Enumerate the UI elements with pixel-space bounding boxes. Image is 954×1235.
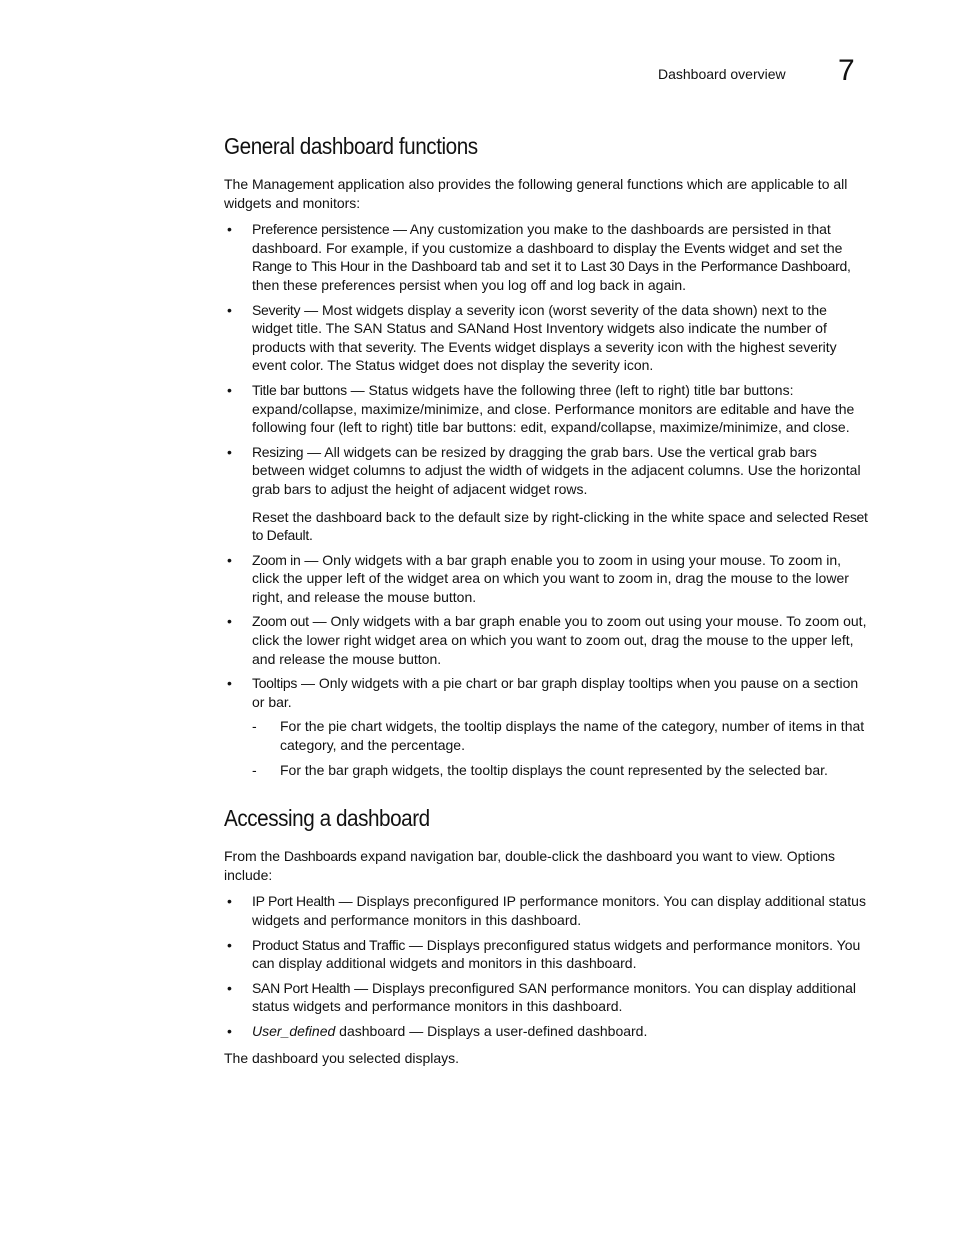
closing-text: The dashboard you selected displays. <box>224 1049 460 1066</box>
item-text: — Status widgets have the following three (left to right) title bar buttons: expand/collapse, maximize/minimize, and close. Performance monitors are editable and have the following four (left to right) title bar buttons: edit, expand/collapse, maximize/minimize, and close. <box>252 381 855 436</box>
term-label: Title bar buttons <box>252 381 347 398</box>
sub-list-item <box>252 717 869 754</box>
page-content <box>224 131 869 1067</box>
list-item-zoom-in <box>224 551 869 607</box>
item-text: — Displays preconfigured status widgets and performance monitors. You can display additional widgets and monitors in this dashboard. <box>252 936 861 972</box>
term-label: Severity <box>252 301 301 318</box>
tooltips-sublist <box>252 717 869 779</box>
list-item-preference-persistence <box>224 220 869 294</box>
ui-term: Reset to Default <box>252 508 868 544</box>
item-text: — Displays preconfigured SAN performance monitors. You can display additional status widgets and performance monitors in this dashboard. <box>252 979 857 1015</box>
item-text: — All widgets can be resized by dragging the grab bars. Use the vertical grab bars between widget columns to adjust the width of widgets in the adjacent columns. Use the horizontal grab bars to adjust the height of adjacent widget rows. <box>252 443 861 497</box>
ui-term: This Hour <box>311 258 370 275</box>
dash-glyph: - <box>252 761 257 778</box>
ui-term: Dashboards <box>283 848 357 865</box>
section-intro <box>224 847 869 884</box>
item-text: — Only widgets with a bar graph enable you to zoom out using your mouse. To zoom out, click the lower right widget area on which you want to zoom out, drag the mouse to the upper left, and release the mouse button. <box>252 613 867 667</box>
term-label: SAN Port Health <box>252 979 351 996</box>
term-label: Product Status and Traffic <box>252 936 406 953</box>
item-text: dashboard — Displays a user-defined dashboard. <box>335 1022 648 1039</box>
chapter-number: 7 <box>838 54 855 87</box>
bullet-glyph: • <box>227 381 232 398</box>
intro-text: From the <box>224 848 284 865</box>
bullet-glyph: • <box>227 443 232 460</box>
section-intro: The Management application also provides the following general functions which are applicable to all widgets and monitors: <box>224 176 848 211</box>
list-item-product-status-traffic <box>224 936 869 973</box>
dash-glyph: - <box>252 718 257 735</box>
ui-term: Last 30 Days <box>580 258 659 275</box>
term-label: Resizing <box>252 443 304 460</box>
bullet-glyph: • <box>227 675 232 692</box>
bullet-glyph: • <box>227 893 232 910</box>
dashboard-options-list <box>224 892 869 1040</box>
item-text: Any customization you make to the dashboards are persisted in that dashboard. For example, if you customize a dashboard to display the <box>252 221 831 256</box>
term-label: Zoom out <box>252 613 309 630</box>
intro-text: expand navigation bar, double-click the dashboard you want to view. Options include: <box>224 848 836 883</box>
section-heading-general-functions: General dashboard functions <box>224 133 478 159</box>
bullet-glyph: • <box>227 979 232 996</box>
ui-term: Dashboard <box>411 258 478 275</box>
bullet-glyph: • <box>227 936 232 953</box>
list-item-title-bar-buttons <box>224 381 869 437</box>
list-item-severity <box>224 301 869 375</box>
list-item-ip-port-health <box>224 892 869 929</box>
bullet-glyph: • <box>227 613 232 630</box>
ui-term: Events <box>683 239 725 256</box>
item-text: in the <box>369 258 412 275</box>
sub-item-text: For the pie chart widgets, the tooltip displays the name of the category, number of items in that category, and the percentage. <box>280 718 865 754</box>
item-text: widget and set the <box>724 239 843 256</box>
list-item-zoom-out <box>224 612 869 668</box>
resizing-note <box>252 508 869 545</box>
ui-term: Range <box>252 258 292 275</box>
sub-item-text: For the bar graph widgets, the tooltip displays the count represented by the selected bar. <box>280 761 828 778</box>
term-label: User_defined <box>252 1022 336 1039</box>
sub-list-item <box>252 761 869 780</box>
note-text: . <box>308 527 313 544</box>
bullet-glyph: • <box>227 1022 232 1039</box>
bullet-glyph: • <box>227 221 232 238</box>
item-text: — Only widgets with a pie chart or bar graph display tooltips when you pause on a section or bar. <box>252 675 859 710</box>
term-label: IP Port Health <box>252 893 335 910</box>
list-item-resizing <box>224 443 869 545</box>
item-text: — Only widgets with a bar graph enable you to zoom in using your mouse. To zoom in, click the upper left of the widget area on which you want to zoom in, drag the mouse to the lower right, and release the mouse button. <box>252 551 849 605</box>
ui-term: Performance Dashboard <box>700 258 847 275</box>
term-label: Zoom in <box>252 551 301 568</box>
header-section-title: Dashboard overview <box>658 66 786 82</box>
section-heading-accessing-dashboard: Accessing a dashboard <box>224 805 430 832</box>
list-item-tooltips <box>224 674 869 779</box>
term-label: Tooltips <box>252 675 298 692</box>
item-text: , then these preferences persist when you log off and log back in again. <box>252 258 851 293</box>
general-functions-list <box>224 220 869 779</box>
item-text: to <box>291 258 312 275</box>
item-text: tab and set it to <box>477 258 581 275</box>
note-text: Reset the dashboard back to the default size by right-clicking in the white space and selected <box>252 508 833 525</box>
list-item-user-defined <box>224 1022 869 1041</box>
bullet-glyph: • <box>227 301 232 318</box>
list-item-san-port-health <box>224 979 869 1016</box>
item-text: — Displays preconfigured IP performance monitors. You can display additional status widgets and performance monitors in this dashboard. <box>252 893 866 928</box>
bullet-glyph: • <box>227 551 232 568</box>
item-text: in the <box>658 258 701 275</box>
term-label: Preference persistence — <box>252 221 407 238</box>
item-text: — Most widgets display a severity icon (worst severity of the data shown) next to the widget title. The SAN Status and SANand Host Inventory widgets also indicate the number of products with that severity. The Events widget displays a severity icon with the highest severity event color. The Status widget does not display the severity icon. <box>252 301 837 374</box>
